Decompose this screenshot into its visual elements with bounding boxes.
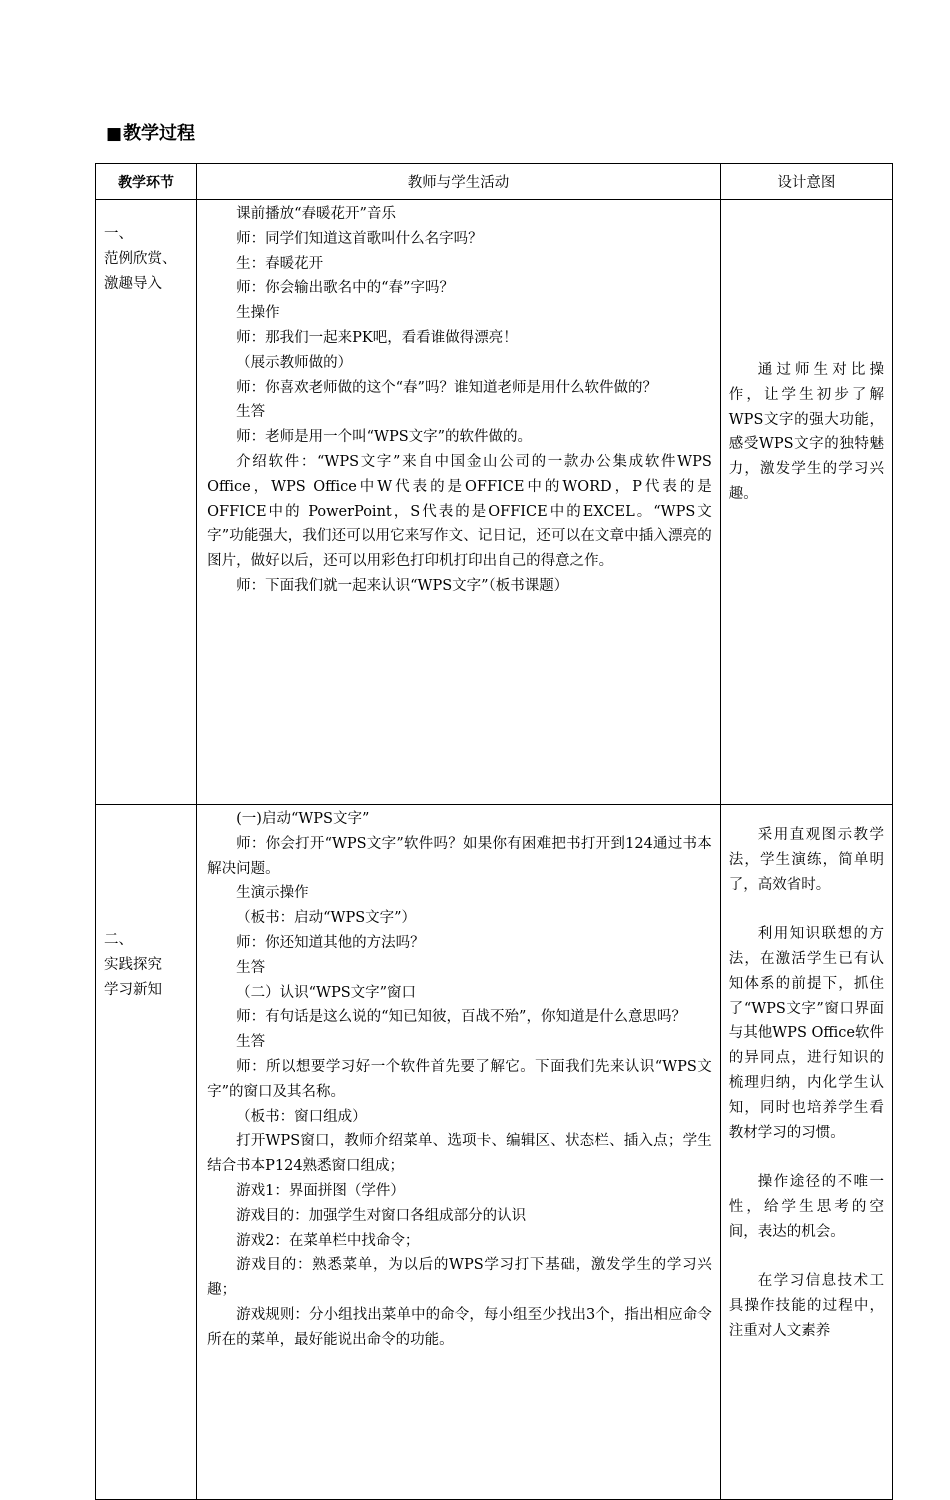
activity-line: 生答	[236, 404, 266, 421]
activity-line: 生答	[236, 959, 266, 976]
table-row	[96, 200, 893, 805]
activity-line: 师：那我们一起来PK吧，看看谁做得漂亮！	[236, 329, 518, 346]
activities-cell	[197, 805, 721, 1500]
stage-cell	[96, 200, 197, 805]
activity-line: 课前播放“春暖花开”音乐	[236, 206, 396, 222]
intent-paragraph: 通过师生对比操作，让学生初步了解WPS文字的强大功能，感受WPS文字的独特魅力，激发学生的学习兴趣。	[728, 362, 884, 502]
table-header-row	[96, 164, 893, 200]
activity-line: 打开WPS窗口，教师介绍菜单、选项卡、编辑区、状态栏、插入点；学生结合书本P124熟悉窗口组成；	[207, 1133, 712, 1175]
intent-paragraph: 操作途径的不唯一性，给学生思考的空间，表达的机会。	[728, 1174, 884, 1240]
intent-cell	[720, 200, 892, 805]
activity-line: 游戏目的：熟悉菜单，为以后的WPS学习打下基础，激发学生的学习兴趣；	[207, 1257, 712, 1299]
stage-number: 二、	[104, 932, 133, 948]
activity-line: 师：有句话是这么说的“知已知彼，百战不殆”，你知道是什么意思吗？	[236, 1009, 686, 1026]
header-activities: 教师与学生活动	[197, 164, 721, 200]
activity-line: （板书：启动“WPS文字”）	[236, 910, 417, 927]
activity-line: 师：你还知道其他的方法吗？	[236, 934, 425, 951]
activity-line: (一)启动“WPS文字”	[236, 811, 370, 827]
activity-line: （二）认识“WPS文字”窗口	[236, 984, 417, 1001]
activity-line: 游戏规则：分小组找出菜单中的命令，每小组至少找出3个，指出相应命令所在的菜单，最好能说出命令的功能。	[207, 1306, 712, 1348]
stage-title-line: 范例欣赏、	[104, 251, 177, 267]
activity-line: 师：老师是用一个叫“WPS文字”的软件做的。	[236, 429, 533, 446]
intent-paragraph: 在学习信息技术工具操作技能的过程中，注重对人文素养	[728, 1273, 884, 1339]
activity-line: 师：你会输出歌名中的“春”字吗？	[236, 280, 454, 297]
header-stage: 教学环节	[96, 164, 197, 200]
stage-cell	[96, 805, 197, 1500]
activity-line: 师：所以想要学习好一个软件首先要了解它。下面我们先来认识“WPS文字”的窗口及其名称。	[207, 1058, 712, 1100]
activity-line: （展示教师做的）	[236, 354, 353, 371]
activity-line: 生答	[236, 1034, 266, 1051]
header-intent: 设计意图	[720, 164, 892, 200]
activity-line: 师：下面我们就一起来认识“WPS文字”（板书课题）	[236, 577, 569, 594]
teaching-process-table	[95, 163, 893, 1500]
section-heading	[106, 120, 195, 148]
activity-line: 游戏1：界面拼图（学件）	[236, 1182, 405, 1199]
activity-line: 游戏2：在菜单栏中找命令；	[236, 1232, 420, 1249]
square-bullet-icon: ■	[106, 124, 123, 144]
stage-number: 一、	[104, 226, 133, 242]
activity-line: 师：你喜欢老师做的这个“春”吗？谁知道老师是用什么软件做的？	[236, 379, 657, 396]
stage-title-line: 实践探究	[104, 957, 162, 973]
activity-line: 师：你会打开“WPS文字”软件吗？如果你有困难把书打开到124通过书本解决问题。	[207, 835, 712, 877]
activity-paragraph: 介绍软件：“WPS文字”来自中国金山公司的一款办公集成软件WPS Office，WPS Office中W代表的是OFFICE中的WORD，P代表的是OFFICE中的 PowerPoint，S代表的是OFFICE中的EXCEL。“WPS文字”功能强大，我们还可以用它来写作文、记日记，还可以在文章中插入漂亮的图片，做好以后，还可以用彩色打印机打印出自己的得意之作。	[207, 453, 712, 570]
activity-line: 师：同学们知道这首歌叫什么名字吗？	[236, 230, 483, 247]
intent-paragraph: 利用知识联想的方法，在激活学生已有认知体系的前提下，抓住了“WPS文字”窗口界面与其他WPS Office软件的异同点，进行知识的梳理归纳，内化学生认知，同时也培养学生看教材学习的习惯。	[728, 926, 885, 1141]
activity-line: （板书：窗口组成）	[236, 1108, 367, 1125]
activity-line: 生：春暖花开	[236, 255, 324, 272]
stage-title-line: 学习新知	[104, 982, 162, 998]
activities-cell	[197, 200, 721, 805]
section-title: 教学过程	[123, 123, 196, 144]
activity-line: 游戏目的：加强学生对窗口各组成部分的认识	[236, 1207, 527, 1224]
intent-cell	[720, 805, 892, 1500]
activity-line: 生操作	[236, 305, 280, 322]
stage-title-line: 激趣导入	[104, 276, 162, 292]
table-row	[96, 805, 893, 1500]
intent-paragraph: 采用直观图示教学法，学生演练，简单明了，高效省时。	[728, 827, 884, 893]
activity-line: 生演示操作	[236, 885, 309, 902]
